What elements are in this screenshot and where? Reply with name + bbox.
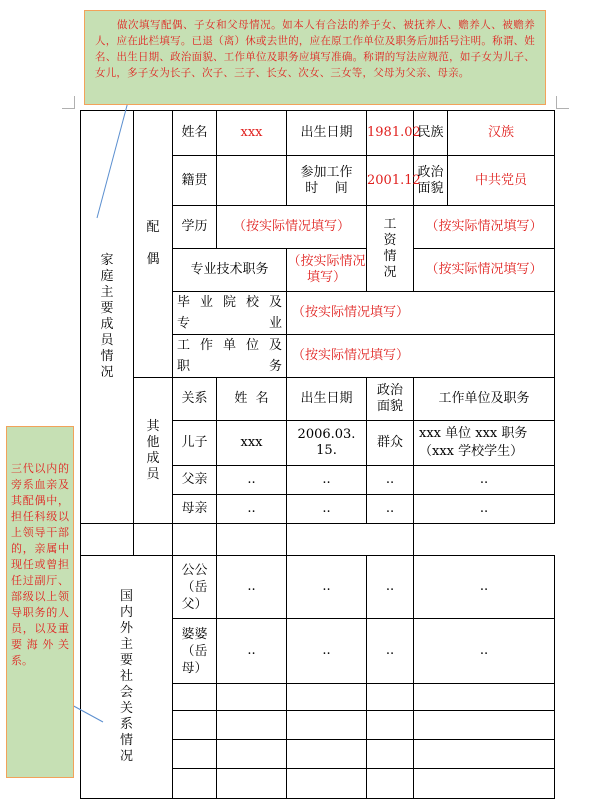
spouse-tech-title-value[interactable]: （按实际情况填写） [287,249,367,292]
family-section-header: 家 庭 主 要 成 员 情 况 [81,111,134,524]
spouse-education-value[interactable]: （按实际情况填写） [217,206,367,249]
work-cell[interactable]: xxx 单位 xxx 职务（xxx 学校学生） [414,421,555,466]
spouse-native-label: 籍贯 [173,156,217,206]
work-cell[interactable]: .. [414,556,555,619]
relation-cell: 父亲 [173,466,217,495]
political-cell[interactable]: .. [367,495,414,524]
name-cell[interactable]: .. [217,495,287,524]
spouse-political-label: 政治 面貌 [414,156,448,206]
top-note-connector [97,98,129,218]
side-instruction-note: 三代以内的旁系血亲及其配偶中，担任科级以上领导干部的，亲属中现任或曾担任过副厅、部级以上领导职务的人员，以及重要海外关系。 [6,426,74,778]
birth-cell[interactable]: .. [287,556,367,619]
name-cell[interactable]: xxx [217,421,287,466]
relation-cell: 母亲 [173,495,217,524]
relation-cell: 婆婆 （岳 母） [173,619,217,684]
col-relation-header: 关系 [173,378,217,421]
spouse-work-start-label: 参加工作 时 间 [287,156,367,206]
spouse-work-value[interactable]: （按实际情况填写） [287,335,555,378]
other-members-header: 其 他 成 员 [134,378,173,524]
spouse-ethnic-value[interactable]: 汉族 [448,111,555,156]
birth-cell[interactable]: 2006.03. 15. [287,421,367,466]
relation-cell: 儿子 [173,421,217,466]
spouse-ethnic-label: 民族 [414,111,448,156]
political-cell[interactable]: 群众 [367,421,414,466]
col-birth-header: 出生日期 [287,378,367,421]
spouse-education-label: 学历 [173,206,217,249]
spouse-wage-value-1[interactable]: （按实际情况填写） [414,206,555,249]
spouse-birth-value[interactable]: 1981.02 [367,111,414,156]
spouse-school-value[interactable]: （按实际情况填写） [287,292,555,335]
work-cell[interactable]: .. [414,619,555,684]
spouse-name-label: 姓名 [173,111,217,156]
spouse-school-label: 毕业院校及 专业 [173,292,287,335]
birth-cell[interactable]: .. [287,495,367,524]
social-section-header: 国 内 外 主 要 社 会 关 系 情 况 [81,556,173,799]
name-cell[interactable]: .. [217,619,287,684]
name-cell[interactable]: .. [217,556,287,619]
birth-cell[interactable]: .. [287,619,367,684]
spouse-section-header: 配 偶 [134,111,173,378]
spouse-work-start-value[interactable]: 2001.12 [367,156,414,206]
spouse-wage-header: 工 资 情 况 [367,206,414,292]
spouse-tech-title-label: 专业技术职务 [173,249,287,292]
work-cell[interactable]: .. [414,466,555,495]
spouse-political-value[interactable]: 中共党员 [448,156,555,206]
top-instruction-note: 做次填写配偶、子女和父母情况。如本人有合法的养子女、被抚养人、赡养人、被赡养人，应在此栏填写。已退（离）休或去世的，应在原工作单位及职务后加括号注明。称谓、姓名、出生日期、政治面貌、工作单位及职务应填写准确。称谓的写法应规范，如子女为儿子、女儿，多子女为长子、次子、三子、长女、次女、三女等，父母为父亲、母亲。 [84,10,546,105]
spouse-birth-label: 出生日期 [287,111,367,156]
col-work-header: 工作单位及职务 [414,378,555,421]
birth-cell[interactable]: .. [287,466,367,495]
political-cell[interactable]: .. [367,466,414,495]
spouse-work-label: 工作单位及 职务 [173,335,287,378]
col-name-header: 姓 名 [217,378,287,421]
side-note-connector [70,704,103,722]
political-cell[interactable]: .. [367,556,414,619]
spouse-name-value[interactable]: xxx [217,111,287,156]
name-cell[interactable]: .. [217,466,287,495]
col-political-header: 政治 面貌 [367,378,414,421]
work-cell[interactable]: .. [414,495,555,524]
spouse-wage-value-2[interactable]: （按实际情况填写） [414,249,555,292]
relation-cell: 公公 （岳 父） [173,556,217,619]
political-cell[interactable]: .. [367,619,414,684]
